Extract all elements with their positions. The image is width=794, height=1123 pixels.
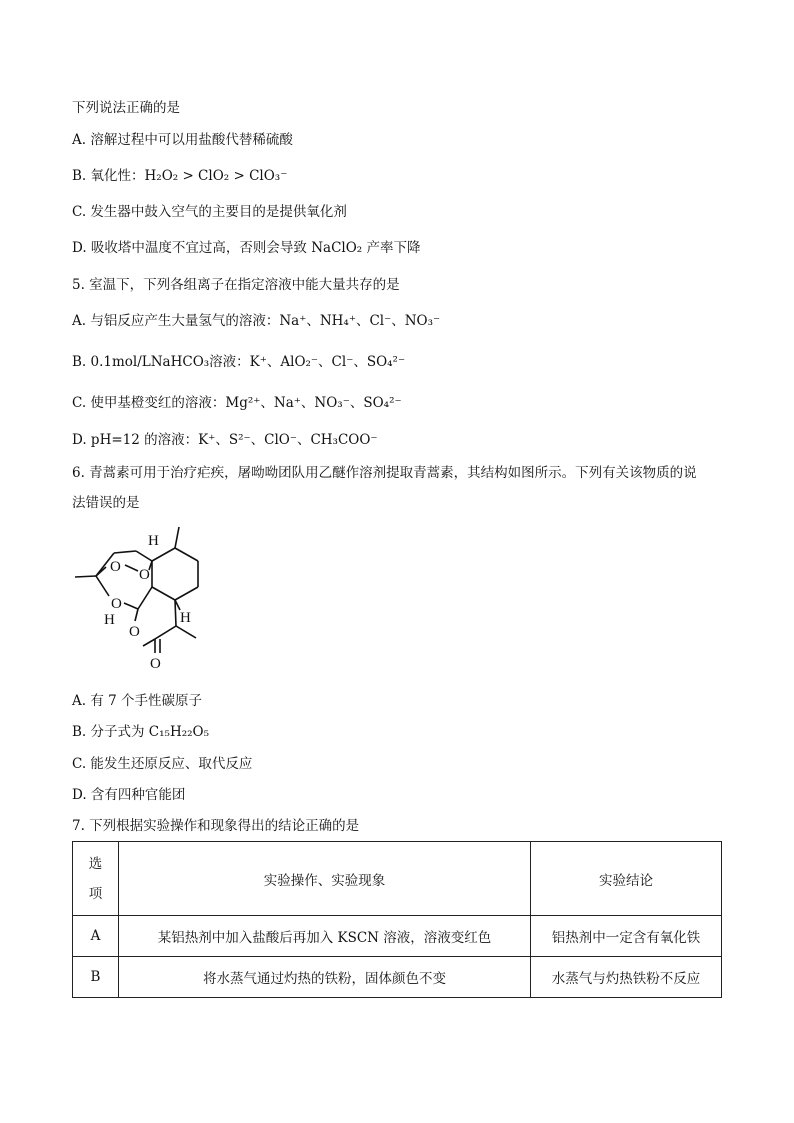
q6-stem-line1: 6. 青蒿素可用于治疗疟疾，屠呦呦团队用乙醚作溶剂提取青蒿素，其结构如图所示。下列有关该物质的说 <box>72 465 697 481</box>
bond <box>175 587 198 600</box>
bond <box>175 527 179 548</box>
o-label-ring: O <box>129 624 140 640</box>
o-label-carbonyl: O <box>150 656 161 672</box>
header-option-a: 选 <box>88 855 103 872</box>
header-option-cell <box>73 842 119 916</box>
q4-option-a: A. 溶解过程中可以用盐酸代替稀硫酸 <box>72 132 293 148</box>
bond <box>125 565 138 571</box>
bond <box>143 639 155 646</box>
o-label-peroxide-2: O <box>139 567 150 583</box>
q4-option-b: B. 氧化性：H₂O₂ > ClO₂ > ClO₃⁻ <box>72 168 288 184</box>
row-operation: 某铝热剂中加入盐酸后再加入 KSCN 溶液，溶液变红色 <box>119 916 531 957</box>
q6-option-a: A. 有 7 个手性碳原子 <box>72 693 203 709</box>
bond <box>152 587 175 600</box>
q6-option-c: C. 能发生还原反应、取代反应 <box>72 756 253 772</box>
h-label-right: H <box>180 610 191 626</box>
bond <box>176 626 196 638</box>
header-operation: 实验操作、实验现象 <box>119 842 531 916</box>
bond <box>155 626 176 639</box>
q5-option-a: A. 与铝反应产生大量氢气的溶液：Na⁺、NH₄⁺、Cl⁻、NO₃⁻ <box>72 313 441 329</box>
bond <box>175 548 198 561</box>
row-option: A <box>73 916 119 957</box>
q6-stem-line2: 法错误的是 <box>72 495 140 511</box>
bond <box>152 548 175 561</box>
bond <box>96 576 109 596</box>
row-option: B <box>73 957 119 998</box>
q5-stem: 5. 室温下，下列各组离子在指定溶液中能大量共存的是 <box>72 277 400 293</box>
artemisinin-structure <box>66 523 226 683</box>
table-row <box>73 957 722 998</box>
q5-option-c: C. 使甲基橙变红的溶液：Mg²⁺、Na⁺、NO₃⁻、SO₄²⁻ <box>72 395 402 411</box>
bond <box>175 600 176 626</box>
row-conclusion: 铝热剂中一定含有氧化铁 <box>531 916 722 957</box>
bond <box>75 576 96 577</box>
bond <box>114 551 136 553</box>
q7-stem: 7. 下列根据实验操作和现象得出的结论正确的是 <box>72 818 360 834</box>
q6-option-b: B. 分子式为 C₁₅H₂₂O₅ <box>72 724 210 740</box>
h-label-top: H <box>148 533 159 549</box>
q4-option-d: D. 吸收塔中温度不宜过高，否则会导致 NaClO₂ 产率下降 <box>72 240 421 256</box>
q5-option-b: B. 0.1mol/LNaHCO₃溶液：K⁺、AlO₂⁻、Cl⁻、SO₄²⁻ <box>72 354 406 370</box>
table-row <box>73 916 722 957</box>
header-conclusion: 实验结论 <box>531 842 722 916</box>
q6-option-d: D. 含有四种官能团 <box>72 787 186 803</box>
q5-option-d: D. pH=12 的溶液：K⁺、S²⁻、ClO⁻、CH₃COO⁻ <box>72 432 378 448</box>
q4-option-c: C. 发生器中鼓入空气的主要目的是提供氧化剂 <box>72 204 347 220</box>
table-header-row <box>73 842 722 916</box>
q7-table <box>72 841 722 998</box>
row-conclusion: 水蒸气与灼热铁粉不反应 <box>531 957 722 998</box>
h-label-left: H <box>104 612 115 628</box>
q4-stem: 下列说法正确的是 <box>72 100 180 116</box>
o-label-ether: O <box>111 596 122 612</box>
row-operation: 将水蒸气通过灼热的铁粉，固体颜色不变 <box>119 957 531 998</box>
bond <box>135 609 138 621</box>
o-label-peroxide-1: O <box>110 559 121 575</box>
bond <box>138 587 152 609</box>
bond <box>136 551 152 561</box>
header-option-b: 项 <box>88 885 103 902</box>
bond <box>124 603 138 609</box>
